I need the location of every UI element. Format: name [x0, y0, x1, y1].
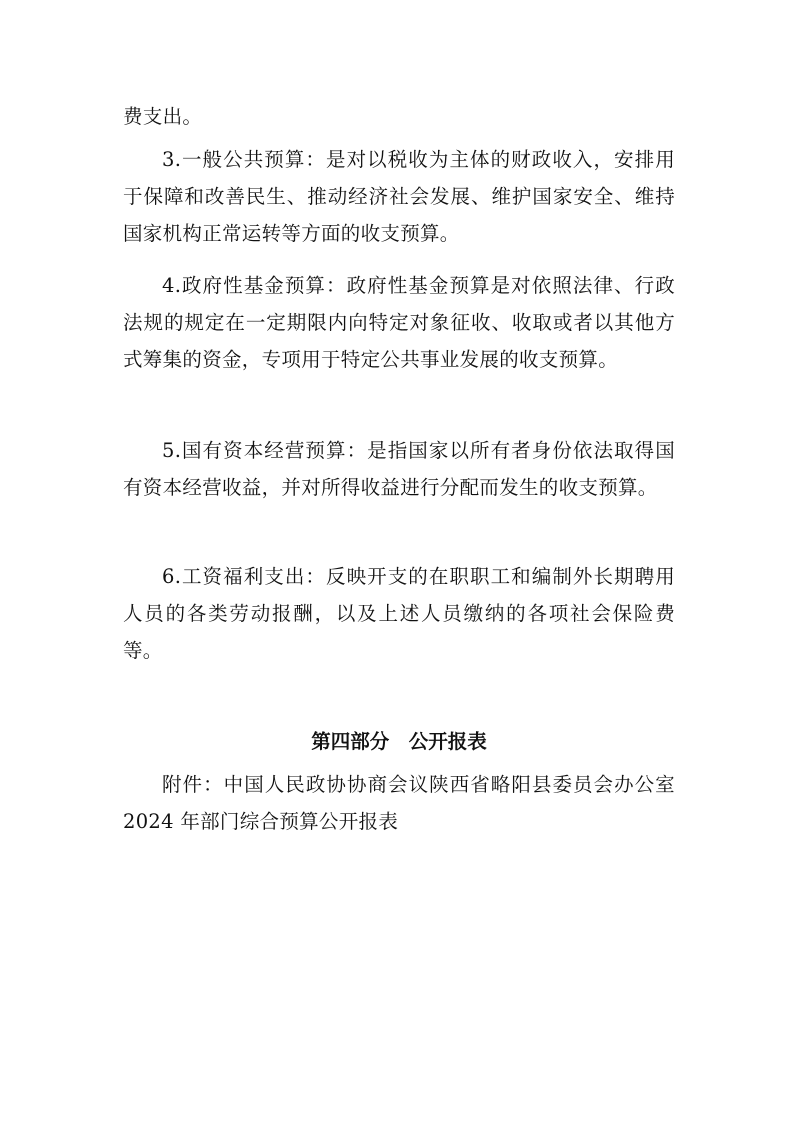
- paragraph-general-public-budget: 3.一般公共预算：是对以税收为主体的财政收入，安排用于保障和改善民生、推动经济社会发展、维护国家安全、维持国家机构正常运转等方面的收支预算。: [123, 148, 675, 245]
- paragraph-salary-welfare: 6.工资福利支出：反映开支的在职职工和编制外长期聘用人员的各类劳动报酬，以及上述人员缴纳的各项社会保险费等。: [123, 565, 675, 662]
- section-heading: 第四部分 公开报表: [311, 730, 487, 753]
- paragraph-continuation: 费支出。: [123, 105, 203, 128]
- paragraph-government-fund-budget: 4.政府性基金预算：政府性基金预算是对依照法律、行政法规的规定在一定期限内向特定对象征收、收取或者以其他方式筹集的资金，专项用于特定公共事业发展的收支预算。: [123, 274, 675, 371]
- attachment-paragraph: 附件：中国人民政协协商会议陕西省略阳县委员会办公室 2024 年部门综合预算公开报表: [123, 773, 675, 833]
- paragraph-state-capital-budget: 5.国有资本经营预算：是指国家以所有者身份依法取得国有资本经营收益，并对所得收益进行分配而发生的收支预算。: [123, 439, 675, 499]
